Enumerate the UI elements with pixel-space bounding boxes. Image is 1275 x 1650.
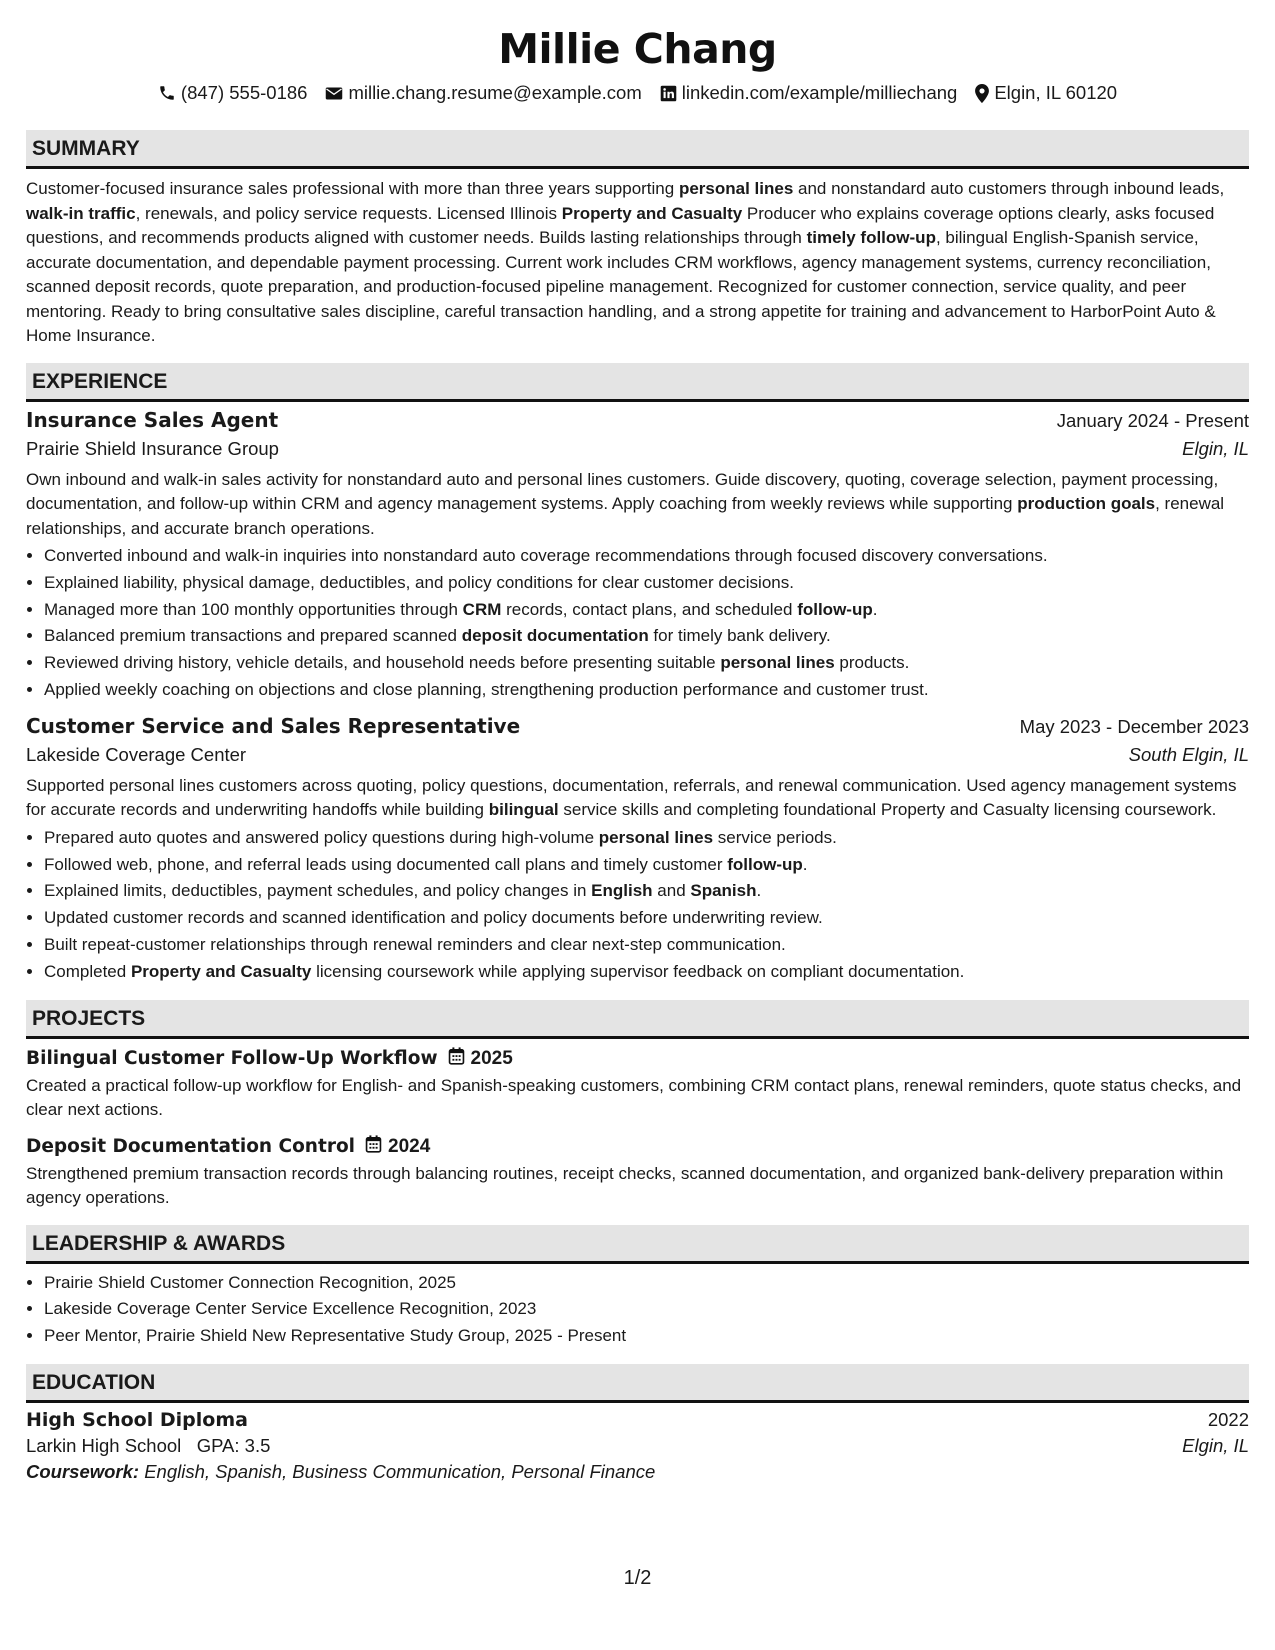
calendar-icon bbox=[365, 1135, 382, 1159]
school-name: Larkin High School bbox=[26, 1434, 182, 1456]
list-item: • Lakeside Coverage Center Service Excellence Recognition, 2023 bbox=[44, 1296, 1249, 1323]
job-location: South Elgin, IL bbox=[1128, 743, 1249, 765]
list-item: • Explained limits, deductibles, payment schedules, and policy changes in English and Spanish. bbox=[44, 878, 1249, 905]
candidate-name: Millie Chang bbox=[498, 25, 777, 73]
list-item: • Built repeat-customer relationships through renewal reminders and clear next-step communication. bbox=[44, 932, 1249, 959]
job-description: Own inbound and walk-in sales activity for nonstandard auto and personal lines customers. Guide discovery, quoting, coverage selection, payment processing, documentation, and follow-up within CRM and agency management systems. Apply coaching from weekly reviews while supporting production goals, renewal relationships, and accurate branch operations. bbox=[26, 469, 1225, 538]
project-year: 2025 bbox=[470, 1047, 513, 1069]
coursework-label: Coursework: bbox=[26, 1460, 140, 1482]
list-item: • Converted inbound and walk-in inquiries into nonstandard auto coverage recommendations through focused discovery conversations. bbox=[44, 543, 1249, 570]
list-item: • Applied weekly coaching on objections and close planning, strengthening production performance and customer trust. bbox=[44, 677, 1249, 704]
job-bullets bbox=[26, 543, 1249, 704]
phone-text: (847) 555-0186 bbox=[180, 82, 308, 103]
contact-linkedin[interactable] bbox=[660, 82, 958, 104]
list-item: • Followed web, phone, and referral leads using documented call plans and timely customer follow-up. bbox=[44, 852, 1249, 879]
list-item: • Balanced premium transactions and prepared scanned deposit documentation for timely bank delivery. bbox=[44, 623, 1249, 650]
job-dates: May 2023 - December 2023 bbox=[1019, 715, 1249, 737]
job-entry bbox=[26, 714, 1249, 986]
project-entry bbox=[26, 1047, 1249, 1123]
job-description: Supported personal lines customers across quoting, policy questions, documentation, referrals, and renewal communication. Used agency management systems for accurate records and underwriting handoffs while building bilingual service skills and completing foundational Property and Casualty licensing coursework. bbox=[26, 775, 1237, 820]
email-text: millie.chang.resume@example.com bbox=[348, 82, 642, 103]
experience-heading: EXPERIENCE bbox=[26, 363, 1249, 402]
education-heading: EDUCATION bbox=[26, 1364, 1249, 1403]
list-item: • Reviewed driving history, vehicle details, and household needs before presenting suitable personal lines products. bbox=[44, 650, 1249, 677]
job-title: Customer Service and Sales Representative bbox=[26, 713, 521, 738]
project-description: Created a practical follow-up workflow for English- and Spanish-speaking customers, combining CRM contact plans, renewal reminders, quote status checks, and clear next actions. bbox=[26, 1075, 1242, 1120]
calendar-icon bbox=[448, 1047, 465, 1071]
coursework bbox=[26, 1461, 1249, 1483]
list-item: • Managed more than 100 monthly opportunities through CRM records, contact plans, and scheduled follow-up. bbox=[44, 597, 1249, 624]
job-dates: January 2024 - Present bbox=[1056, 409, 1249, 431]
envelope-icon bbox=[325, 86, 343, 101]
job-location: Elgin, IL bbox=[1182, 437, 1249, 459]
linkedin-text: linkedin.com/example/milliechang bbox=[681, 82, 958, 103]
job-entry bbox=[26, 408, 1249, 704]
summary-text: Customer-focused insurance sales professional with more than three years supporting personal lines and nonstandard auto customers through inbound leads, walk-in traffic, renewals, and policy service requests. Licensed Illinois Property and Casualty Producer who explains coverage options clearly, asks focused questions, and recommends products aligned with customer needs. Builds lasting relationships through timely follow-up, bilingual English-Spanish service, accurate documentation, and dependable payment processing. Current work includes CRM workflows, agency management systems, currency reconciliation, scanned deposit records, quote preparation, and production-focused pipeline management. Recognized for customer connection, service quality, and peer mentoring. Ready to bring consultative sales discipline, careful transaction handling, and a strong appetite for training and advancement to HarborPoint Auto & Home Insurance. bbox=[26, 179, 1225, 345]
degree: High School Diploma bbox=[26, 1408, 248, 1431]
leadership-list bbox=[26, 1270, 1249, 1350]
list-item: • Prepared auto quotes and answered policy questions during high-volume personal lines service periods. bbox=[44, 825, 1249, 852]
job-bullets bbox=[26, 825, 1249, 986]
linkedin-icon bbox=[660, 85, 677, 102]
education-entry bbox=[26, 1409, 1249, 1483]
contact-phone[interactable] bbox=[158, 82, 308, 104]
leadership-heading: LEADERSHIP & AWARDS bbox=[26, 1225, 1249, 1264]
phone-icon bbox=[158, 84, 176, 102]
job-company: Prairie Shield Insurance Group bbox=[26, 437, 279, 459]
list-item: • Explained liability, physical damage, deductibles, and policy conditions for clear customer decisions. bbox=[44, 570, 1249, 597]
projects-heading: PROJECTS bbox=[26, 1000, 1249, 1039]
list-item: • Prairie Shield Customer Connection Recognition, 2025 bbox=[44, 1270, 1249, 1297]
project-title: Deposit Documentation Control bbox=[26, 1136, 355, 1158]
school-location: Elgin, IL bbox=[1182, 1434, 1249, 1456]
location-text: Elgin, IL 60120 bbox=[994, 82, 1118, 103]
list-item: • Peer Mentor, Prairie Shield New Representative Study Group, 2025 - Present bbox=[44, 1323, 1249, 1350]
page-number: 1/2 bbox=[623, 1567, 652, 1589]
job-title: Insurance Sales Agent bbox=[26, 407, 279, 432]
project-title: Bilingual Customer Follow-Up Workflow bbox=[26, 1048, 438, 1070]
graduation-year: 2022 bbox=[1207, 1408, 1249, 1430]
map-pin-icon bbox=[975, 84, 989, 103]
contact-location bbox=[975, 82, 1117, 104]
project-year: 2024 bbox=[388, 1135, 431, 1157]
coursework-list: English, Spanish, Business Communication, Personal Finance bbox=[144, 1460, 656, 1482]
list-item: • Completed Property and Casualty licensing coursework while applying supervisor feedback on compliant documentation. bbox=[44, 959, 1249, 986]
contact-email[interactable] bbox=[325, 82, 641, 104]
gpa: GPA: 3.5 bbox=[196, 1434, 271, 1456]
contact-bar bbox=[26, 80, 1249, 106]
list-item: • Updated customer records and scanned identification and policy documents before underwriting review. bbox=[44, 905, 1249, 932]
summary-heading: SUMMARY bbox=[26, 130, 1249, 169]
project-entry bbox=[26, 1135, 1249, 1211]
job-company: Lakeside Coverage Center bbox=[26, 743, 247, 765]
project-description: Strengthened premium transaction records through balancing routines, receipt checks, scanned documentation, and organized bank-delivery preparation within agency operations. bbox=[26, 1163, 1224, 1208]
